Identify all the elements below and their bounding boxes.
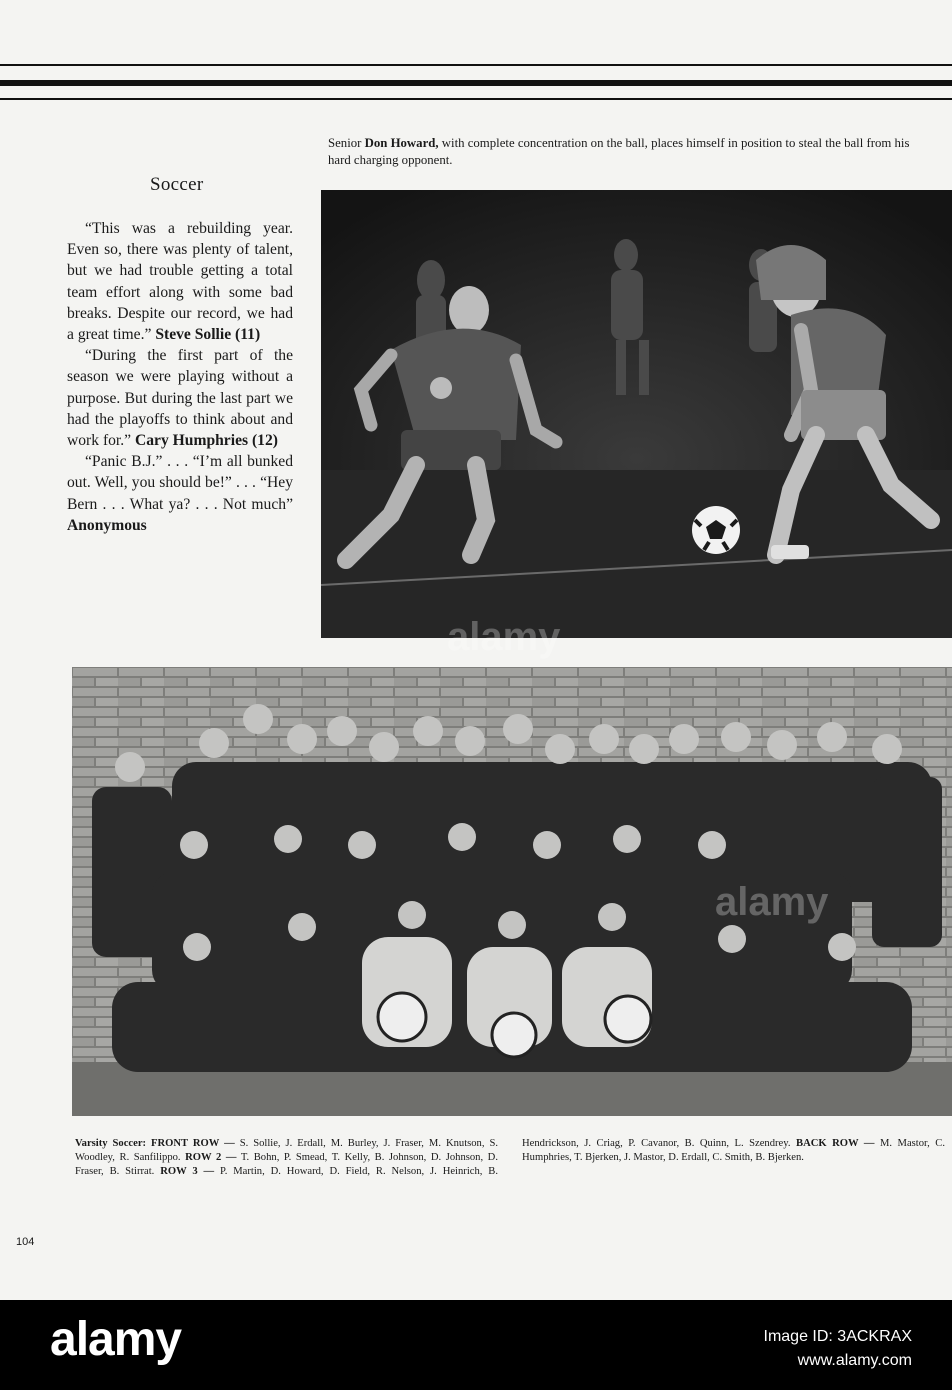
action-photo-caption: Senior Don Howard, with complete concentration on the ball, places himself in position to steal the ball from his hard charging opponent.: [328, 136, 910, 167]
quotes-column: [67, 218, 293, 536]
quote-author: Cary Humphries (12): [135, 432, 278, 450]
alamy-watermark: alamy: [447, 615, 561, 659]
quote: “Panic B.J.” . . . “I’m all bunked out. Well, you should be!” . . . “Hey Bern . . . What ya? . . . Not much” Anonymous: [67, 453, 293, 534]
image-id: Image ID: 3ACKRAX: [763, 1328, 912, 1345]
quote-author: Anonymous: [67, 516, 147, 534]
team-photo-caption: Varsity Soccer: FRONT ROW — S. Sollie, J. Erdall, M. Burley, J. Fraser, M. Knutson, S. Woodley, R. Sanfilippo. ROW 2 — T. Bohn, P. Smead, T. Kelly, B. Johnson, D. Johnson, D. Fraser, B. Stirrat. ROW 3 — P. Martin, D. Howard, D. Field, R. Nelson, J. Heinrich, B. Hendrickson, J. Criag, P. Cavanor, B. Quinn, L. Szendrey. BACK ROW — M. Mastor, C. Humphries, T. Bjerken, J. Mastor, D. Erdall, C. Smith, B. Bjerken.: [75, 1138, 945, 1178]
soccer-ball-icon: [692, 506, 740, 554]
header-rule: [0, 80, 952, 86]
footer-url: www.alamy.com: [797, 1352, 912, 1369]
section-heading: Soccer: [150, 174, 204, 195]
alamy-logo: alamy: [50, 1313, 182, 1366]
page-number: 104: [16, 1236, 35, 1248]
quote: “During the first part of the season we were playing without a purpose. But during the last part we had the playoffs to think about and work for.” Cary Humphries (12): [67, 347, 293, 450]
quote-author: Steve Sollie (11): [155, 326, 261, 344]
header-rule: [0, 64, 952, 66]
quote: “This was a rebuilding year. Even so, there was plenty of talent, but we had trouble getting a total team effort along with some bad breaks. Despite our record, we had a great time.” Steve Sollie (11): [67, 220, 293, 344]
alamy-watermark: alamy: [715, 880, 829, 924]
header-rule: [0, 98, 952, 100]
stock-footer: [0, 1300, 952, 1390]
action-photo-illustration: [321, 190, 952, 638]
action-photo: [321, 190, 952, 638]
footer-info: [764, 1325, 913, 1373]
